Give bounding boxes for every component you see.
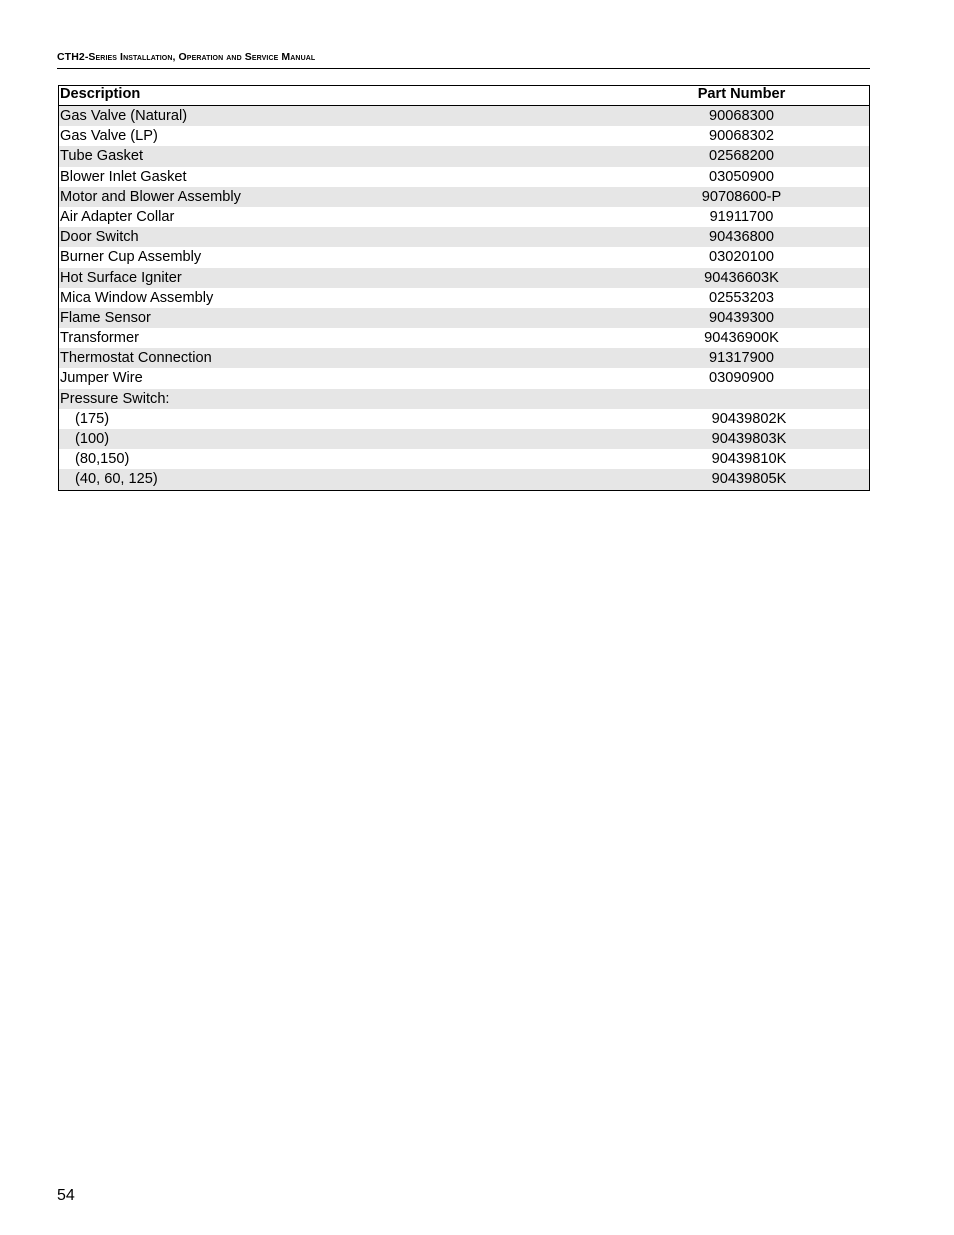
row-part-number: 03090900 [709, 370, 774, 387]
table-row [59, 106, 869, 126]
row-description: Flame Sensor [60, 309, 151, 326]
table-row [59, 469, 869, 489]
table-row [59, 449, 869, 469]
row-part-number: 91911700 [709, 208, 774, 225]
page-number: 54 [57, 1187, 75, 1204]
header-prefix: CTH2- [57, 51, 89, 63]
row-part-number: 90436603K [704, 269, 779, 286]
row-description: (100) [75, 431, 110, 447]
row-description: Hot Surface Igniter [60, 269, 182, 286]
row-part-number: 90439805K [711, 471, 787, 488]
row-description: Pressure Switch: [60, 390, 170, 407]
table-row [59, 308, 869, 328]
row-part-number: 90068300 [709, 108, 774, 124]
table-row [59, 409, 869, 429]
row-part-number: 03050900 [709, 168, 774, 185]
row-part-number: 02553203 [709, 289, 774, 306]
table-row [59, 247, 869, 267]
row-description: Jumper Wire [60, 370, 143, 387]
header-title: Series Installation, Operation and Service Manual [88, 51, 316, 63]
row-description: Thermostat Connection [60, 350, 212, 367]
row-description: Burner Cup Assembly [60, 249, 202, 266]
row-description: Gas Valve (LP) [60, 128, 158, 145]
row-part-number: 90436900K [704, 330, 779, 347]
table-row [59, 348, 869, 368]
table-row [59, 227, 869, 247]
table-row [59, 368, 869, 388]
row-description: (175) [75, 410, 110, 427]
row-description: (40, 60, 125) [75, 471, 158, 488]
table-row [59, 389, 869, 409]
row-description: Door Switch [60, 229, 139, 246]
row-part-number: 90439803K [711, 431, 787, 447]
row-part-number: 90708600-P [701, 188, 782, 205]
row-description: Gas Valve (Natural) [60, 108, 188, 124]
row-part-number: 03020100 [709, 249, 774, 266]
running-header [57, 51, 315, 63]
column-header-part-number: Part Number [697, 86, 786, 102]
row-part-number: 90439300 [709, 309, 774, 326]
table-row [59, 288, 869, 308]
row-part-number [680, 389, 869, 409]
table-row [59, 126, 869, 146]
row-part-number: 90068302 [709, 128, 774, 145]
table-row [59, 146, 869, 166]
header-rule [57, 68, 870, 69]
table-header-row [59, 86, 869, 106]
table-row [59, 328, 869, 348]
row-description: Mica Window Assembly [60, 289, 214, 306]
parts-table [58, 85, 870, 491]
table-row [59, 429, 869, 449]
row-description: Motor and Blower Assembly [60, 188, 241, 205]
row-description: Tube Gasket [60, 148, 144, 165]
row-description: Transformer [60, 330, 139, 347]
row-part-number: 91317900 [709, 350, 774, 367]
row-part-number: 90436800 [709, 229, 774, 246]
table-row [59, 167, 869, 187]
table-row [59, 207, 869, 227]
row-description: Blower Inlet Gasket [60, 168, 187, 185]
row-part-number: 90439810K [711, 451, 787, 468]
table-row [59, 187, 869, 207]
row-description: Air Adapter Collar [60, 208, 175, 225]
row-description: (80,150) [75, 451, 130, 468]
row-part-number: 02568200 [709, 148, 774, 165]
column-header-description: Description [60, 86, 141, 102]
table-row [59, 268, 869, 288]
row-part-number: 90439802K [711, 410, 787, 427]
